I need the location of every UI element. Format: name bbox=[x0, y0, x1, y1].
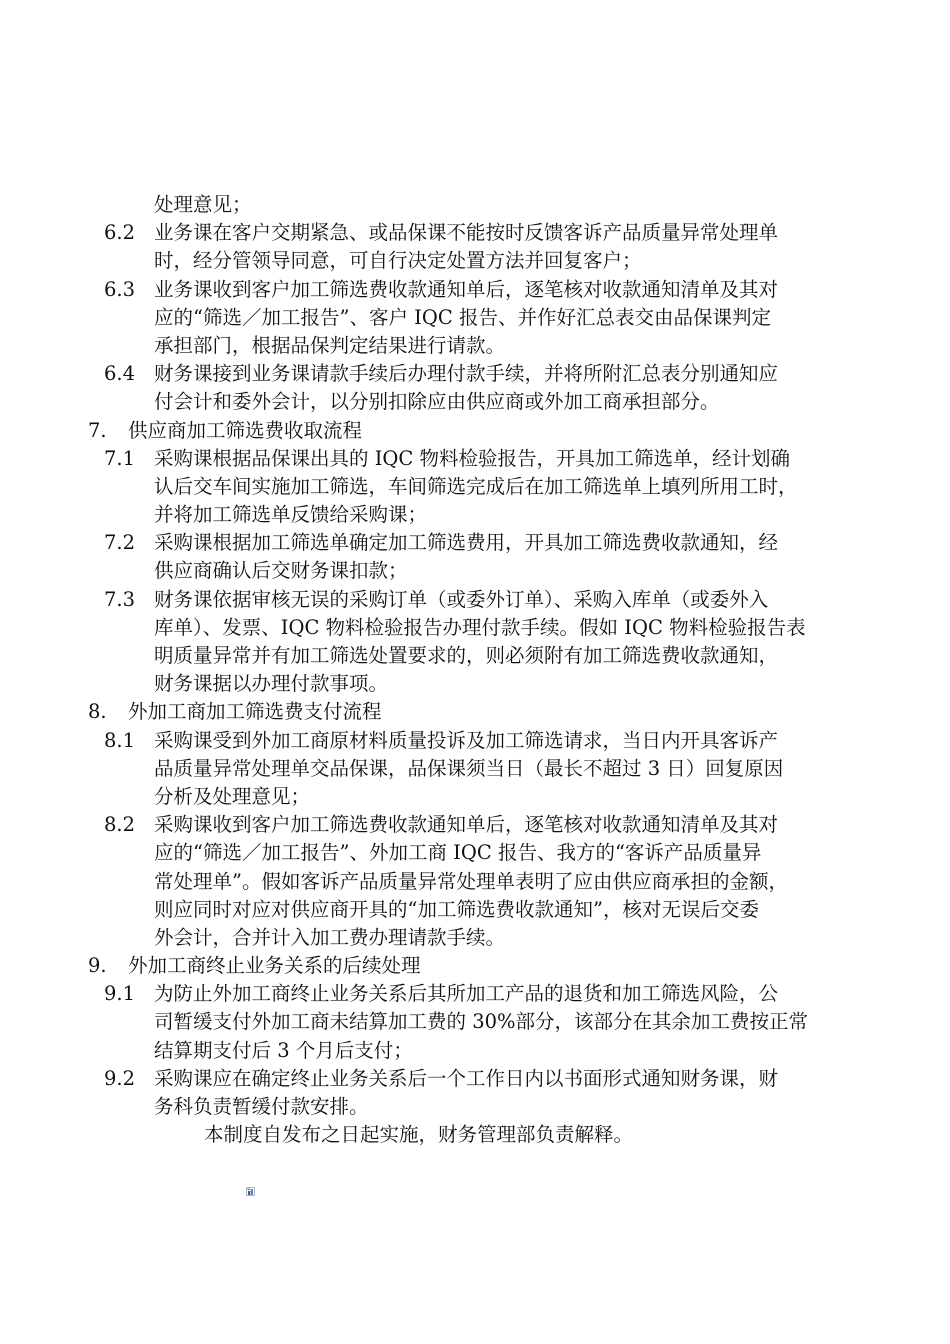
clause-number: 6.2 bbox=[104, 221, 136, 245]
clause-item bbox=[88, 445, 898, 473]
clause-text: 品质量异常处理单交品保课，品保课须当日（最长不超过 3 日）回复原因 bbox=[154, 756, 784, 780]
clause-text: 常处理单”。假如客诉产品质量异常处理单表明了应由供应商承担的金额， bbox=[154, 869, 788, 893]
clause-number: 7. bbox=[88, 418, 107, 442]
clause-text: 采购课根据品保课出具的 IQC 物料检验报告，开具加工筛选单，经计划确 bbox=[154, 446, 791, 470]
clause-text: 应的“筛选／加工报告”、客户 IQC 报告、并作好汇总表交由品保课判定 bbox=[154, 305, 771, 329]
clause-text: 时，经分管领导同意，可自行决定处置方法并回复客户； bbox=[154, 249, 642, 273]
clause-number: 8.2 bbox=[104, 813, 136, 837]
clause-continuation bbox=[88, 868, 898, 896]
clause-continuation bbox=[88, 839, 898, 867]
clause-item bbox=[88, 360, 898, 388]
clause-text: 司暂缓支付外加工商未结算加工费的 30%部分，该部分在其余加工费按正常 bbox=[154, 1010, 809, 1034]
clause-item bbox=[88, 529, 898, 557]
clause-continuation bbox=[88, 642, 898, 670]
clause-text: 分析及处理意见； bbox=[154, 784, 311, 808]
clause-text: 采购课应在确定终止业务关系后一个工作日内以书面形式通知财务课，财 bbox=[154, 1066, 779, 1090]
section-heading bbox=[88, 698, 898, 726]
clause-continuation bbox=[88, 473, 898, 501]
clause-item bbox=[88, 586, 898, 614]
clause-text: 财务课依据审核无误的采购订单（或委外订单）、采购入库单（或委外入 bbox=[154, 587, 769, 611]
clause-text: 采购课收到客户加工筛选费收款通知单后，逐笔核对收款通知清单及其对 bbox=[154, 813, 779, 837]
clause-number: 7.2 bbox=[104, 531, 136, 555]
closing-statement bbox=[88, 1121, 898, 1149]
clause-continuation bbox=[88, 1008, 898, 1036]
clause-continuation bbox=[88, 670, 898, 698]
clause-text: 外加工商终止业务关系的后续处理 bbox=[128, 954, 421, 978]
clause-text: 认后交车间实施加工筛选，车间筛选完成后在加工筛选单上填列所用工时， bbox=[154, 474, 798, 498]
clause-text: 采购课根据加工筛选单确定加工筛选费用，开具加工筛选费收款通知，经 bbox=[154, 531, 779, 555]
clause-text: 本制度自发布之日起实施，财务管理部负责解释。 bbox=[204, 1123, 634, 1147]
clause-continuation bbox=[88, 191, 898, 219]
clause-text: 务科负责暂缓付款安排。 bbox=[154, 1095, 369, 1118]
clause-number: 9.2 bbox=[104, 1066, 136, 1090]
clause-number: 9.1 bbox=[104, 982, 136, 1006]
clause-continuation bbox=[88, 332, 898, 360]
clause-continuation bbox=[88, 247, 898, 275]
clause-text: 处理意见； bbox=[154, 193, 252, 216]
clause-text: 并将加工筛选单反馈给采购课； bbox=[154, 503, 428, 527]
clause-text: 为防止外加工商终止业务关系后其所加工产品的退货和加工筛选风险，公 bbox=[154, 982, 779, 1006]
clause-number: 7.3 bbox=[104, 587, 136, 611]
clause-continuation bbox=[88, 614, 898, 642]
clause-continuation bbox=[88, 388, 898, 416]
clause-text: 供应商确认后交财务课扣款； bbox=[154, 559, 408, 583]
clause-text: 供应商加工筛选费收取流程 bbox=[128, 418, 363, 442]
clause-number: 6.4 bbox=[104, 362, 136, 386]
clause-continuation bbox=[88, 501, 898, 529]
clause-text: 结算期支付后 3 个月后支付； bbox=[154, 1038, 413, 1062]
document-body bbox=[88, 191, 898, 1149]
clause-item bbox=[88, 1065, 898, 1093]
clause-continuation bbox=[88, 304, 898, 332]
section-heading bbox=[88, 417, 898, 445]
clause-continuation bbox=[88, 1093, 898, 1121]
clause-number: 9. bbox=[88, 954, 107, 978]
clause-text: 外加工商加工筛选费支付流程 bbox=[128, 700, 382, 724]
clause-number: 8.1 bbox=[104, 728, 136, 752]
clause-item bbox=[88, 727, 898, 755]
clause-item bbox=[88, 980, 898, 1008]
clause-text: 明质量异常并有加工筛选处置要求的，则必须附有加工筛选费收款通知， bbox=[154, 644, 779, 667]
clause-text: 付会计和委外会计，以分别扣除应由供应商或外加工商承担部分。 bbox=[154, 390, 720, 414]
clause-number: 6.3 bbox=[104, 277, 136, 301]
clause-item bbox=[88, 219, 898, 247]
clause-text: 业务课在客户交期紧急、或品保课不能按时反馈客诉产品质量异常处理单 bbox=[154, 221, 779, 245]
clause-text: 则应同时对应对供应商开具的“加工筛选费收款通知”，核对无误后交委 bbox=[154, 897, 759, 921]
section-heading bbox=[88, 952, 898, 980]
clause-number: 7.1 bbox=[104, 446, 136, 470]
clause-item bbox=[88, 811, 898, 839]
clause-text: 财务课接到业务课请款手续后办理付款手续，并将所附汇总表分别通知应 bbox=[154, 362, 779, 386]
clause-continuation bbox=[88, 755, 898, 783]
image-placeholder-icon bbox=[246, 1187, 255, 1196]
clause-number: 8. bbox=[88, 700, 107, 724]
clause-text: 财务课据以办理付款事项。 bbox=[154, 672, 389, 696]
clause-text: 业务课收到客户加工筛选费收款通知单后，逐笔核对收款通知清单及其对 bbox=[154, 277, 779, 301]
clause-continuation bbox=[88, 1037, 898, 1065]
clause-continuation bbox=[88, 896, 898, 924]
clause-text: 应的“筛选／加工报告”、外加工商 IQC 报告、我方的“客诉产品质量异 bbox=[154, 841, 762, 865]
clause-continuation bbox=[88, 783, 898, 811]
clause-text: 采购课受到外加工商原材料质量投诉及加工筛选请求，当日内开具客诉产 bbox=[154, 728, 779, 752]
clause-continuation bbox=[88, 924, 898, 952]
clause-item bbox=[88, 276, 898, 304]
clause-continuation bbox=[88, 557, 898, 585]
clause-text: 库单）、发票、IQC 物料检验报告办理付款手续。假如 IQC 物料检验报告表 bbox=[154, 615, 806, 639]
clause-text: 承担部门，根据品保判定结果进行请款。 bbox=[154, 333, 506, 357]
clause-text: 外会计，合并计入加工费办理请款手续。 bbox=[154, 925, 506, 949]
